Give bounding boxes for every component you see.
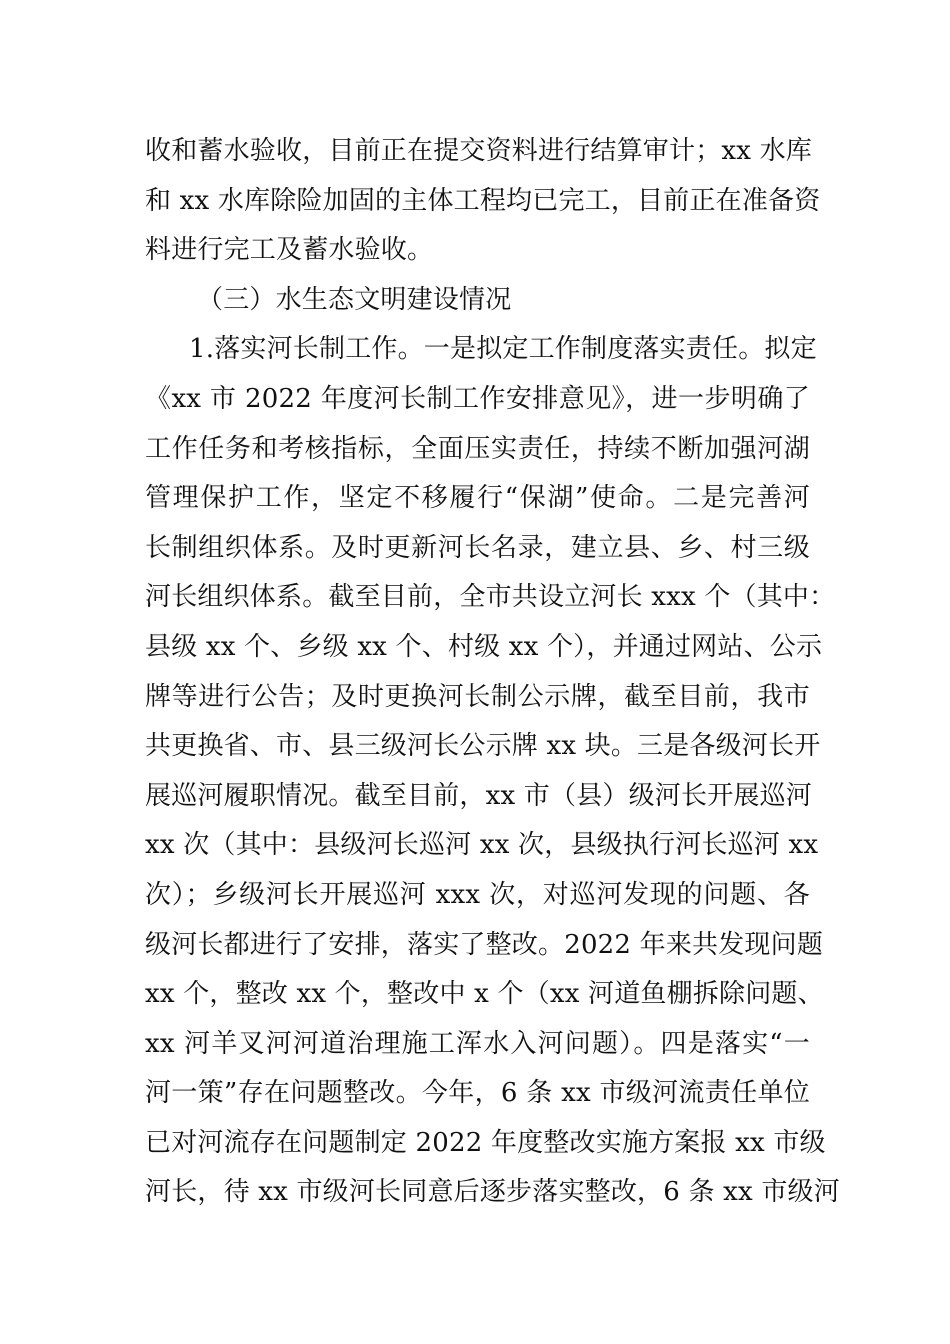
document-body	[145, 127, 840, 1218]
text-line: 河长组织体系。截至目前，全市共设立河长 xxx 个（其中：	[145, 582, 836, 613]
text-line: 管理保护工作，坚定不移履行“保湖”使命。二是完善河	[145, 483, 810, 514]
text-line: 已对河流存在问题制定 2022 年度整改实施方案报 xx 市级	[145, 1127, 826, 1158]
text-line: 展巡河履职情况。截至目前，xx 市（县）级河长开展巡河	[145, 780, 812, 811]
text-line: 和 xx 水库除险加固的主体工程均已完工，目前正在准备资	[145, 185, 821, 216]
text-line: 牌等进行公告；及时更换河长制公示牌，截至目前，我市	[145, 681, 810, 712]
text-line: xx 次（其中：县级河长巡河 xx 次，县级执行河长巡河 xx	[145, 830, 819, 861]
section-heading: （三）水生态文明建设情况	[197, 284, 512, 315]
text-line: 级河长都进行了安排，落实了整改。2022 年来共发现问题	[145, 929, 824, 960]
text-line: 《xx 市 2022 年度河长制工作安排意见》，进一步明确了	[145, 383, 810, 414]
text-line: xx 个，整改 xx 个，整改中 x 个（xx 河道鱼棚拆除问题、	[145, 979, 824, 1010]
text-line: 长制组织体系。及时更新河长名录，建立县、乡、村三级	[145, 532, 810, 563]
text-line: 河长，待 xx 市级河长同意后逐步落实整改，6 条 xx 市级河	[145, 1177, 840, 1208]
text-line: 共更换省、市、县三级河长公示牌 xx 块。三是各级河长开	[145, 731, 821, 762]
text-line: 河一策”存在问题整改。今年，6 条 xx 市级河流责任单位	[145, 1078, 810, 1109]
paragraph-first-line: 1.落实河长制工作。一是拟定工作制度落实责任。拟定	[189, 334, 817, 365]
text-line: 县级 xx 个、乡级 xx 个、村级 xx 个），并通过网站、公示	[145, 631, 823, 662]
text-line: 料进行完工及蓄水验收。	[145, 235, 434, 266]
text-line: 次）；乡级河长开展巡河 xxx 次，对巡河发现的问题、各	[145, 879, 810, 910]
text-line: xx 河羊叉河河道治理施工浑水入河问题）。四是落实“一	[145, 1028, 810, 1059]
text-line: 工作任务和考核指标，全面压实责任，持续不断加强河湖	[145, 433, 810, 464]
text-line: 收和蓄水验收，目前正在提交资料进行结算审计；xx 水库	[145, 136, 812, 166]
